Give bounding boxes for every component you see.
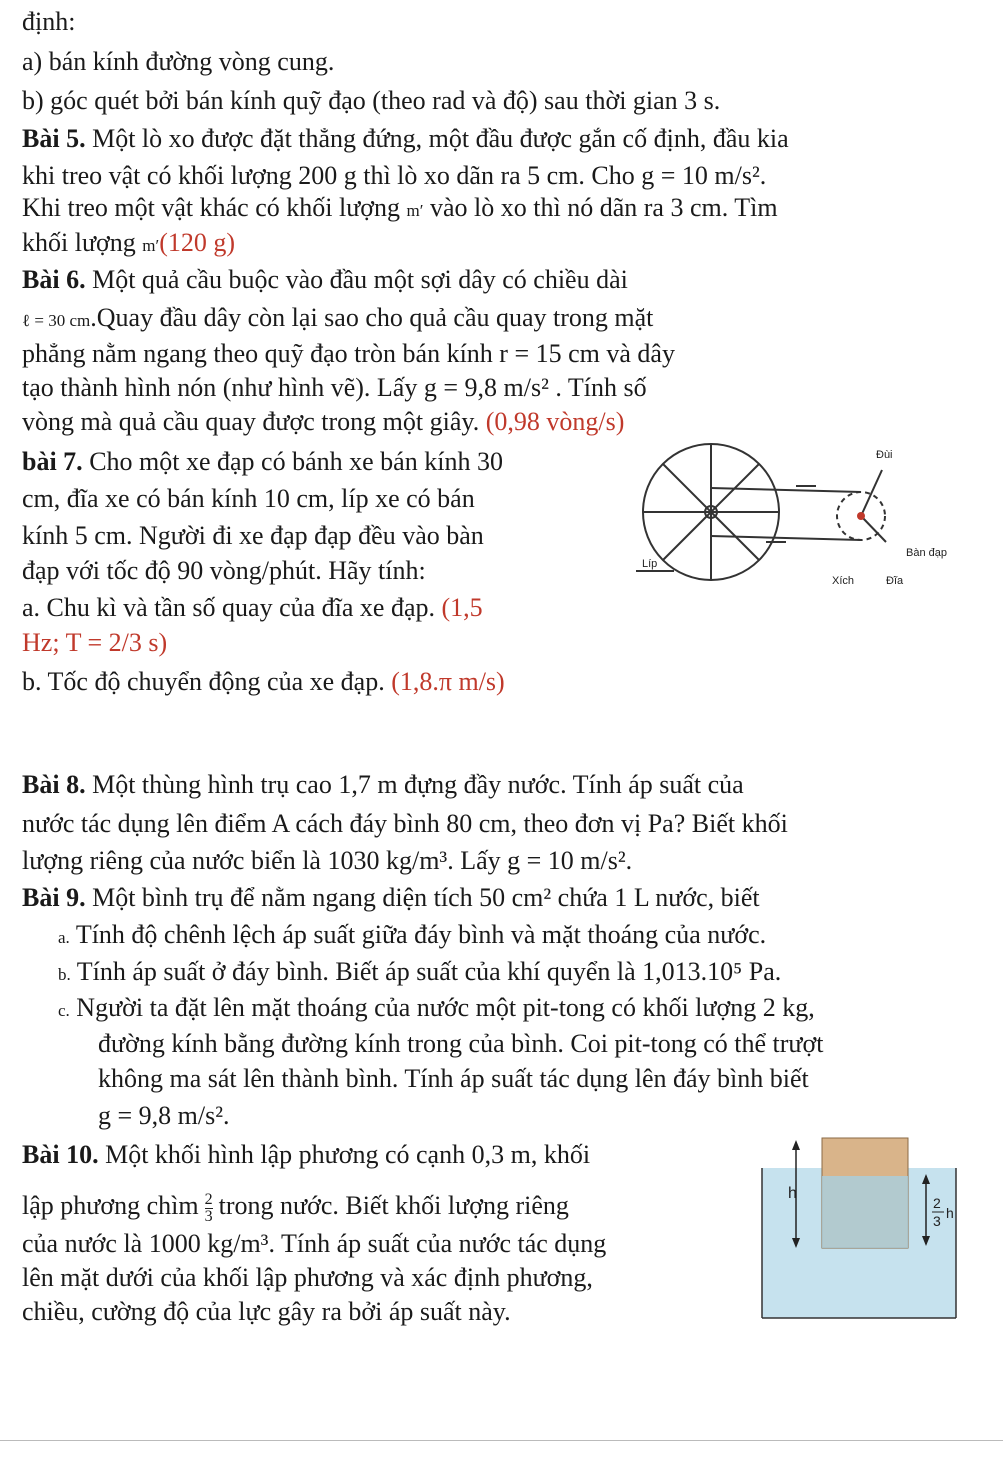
text-span: a. Chu kì và tần số quay của đĩa xe đạp.	[22, 593, 442, 622]
text-line: chiều, cường độ của lực gây ra bởi áp suất này.	[22, 1297, 511, 1326]
text-span: Người ta đặt lên mặt thoáng của nước một pit-tong có khối lượng 2 kg,	[69, 993, 815, 1022]
text-line: phẳng nằm ngang theo quỹ đạo tròn bán kính r = 15 cm và dây	[22, 339, 675, 368]
fraction	[205, 1192, 213, 1225]
item-marker: b.	[58, 965, 71, 984]
text-span: Tính áp suất ở đáy bình. Biết áp suất của khí quyển là 1,013.10⁵ Pa.	[70, 957, 782, 986]
text-line: b) góc quét bởi bán kính quỹ đạo (theo rad và độ) sau thời gian 3 s.	[22, 86, 721, 115]
text-line	[58, 919, 766, 954]
text-span: Một thùng hình trụ cao 1,7 m đựng đầy nước. Tính áp suất của	[85, 770, 744, 799]
text-line: kính 5 cm. Người đi xe đạp đạp đều vào bàn	[22, 521, 484, 550]
label-h2: h	[946, 1205, 954, 1221]
submerged-part	[822, 1176, 908, 1248]
text-line	[22, 406, 624, 438]
mass-symbol: m′	[406, 201, 424, 220]
bai-10-line	[22, 1139, 590, 1171]
cube-in-water-diagram	[750, 1132, 970, 1322]
answer-text: (1,8.π m/s)	[391, 667, 505, 696]
pedal-arm	[861, 470, 882, 516]
fraction-numerator: 2	[204, 1190, 213, 1208]
mass-symbol: m′	[142, 236, 160, 255]
label-frac-den: 3	[933, 1213, 941, 1229]
text-span: vòng mà quả cầu quay được trong một giây.	[22, 407, 486, 436]
bicycle-diagram	[636, 440, 966, 600]
text-line	[22, 1190, 569, 1225]
text-span: Một khối hình lập phương có cạnh 0,3 m, khối	[98, 1140, 591, 1169]
text-span: b. Tốc độ chuyển động của xe đạp.	[22, 667, 392, 696]
fraction-denominator: 3	[204, 1207, 213, 1225]
bai-6-line	[22, 264, 628, 296]
text-line	[22, 592, 483, 624]
bai-8-heading: Bài 8.	[22, 770, 86, 799]
label-frac-num: 2	[933, 1195, 941, 1211]
bai-9-line	[22, 882, 760, 914]
text-line	[58, 992, 815, 1027]
text-span: trong nước. Biết khối lượng riêng	[218, 1191, 569, 1220]
text-span: vào lò xo thì nó dãn ra 3 cm. Tìm	[423, 193, 778, 222]
text-span: .Quay đầu dây còn lại sao cho quả cầu quay trong mặt	[90, 303, 654, 332]
label-dui: Đùi	[876, 449, 893, 461]
bai-7-line	[22, 446, 503, 478]
bai-7-heading: bài 7.	[22, 447, 83, 476]
text-line	[58, 956, 781, 991]
text-line: tạo thành hình nón (như hình vẽ). Lấy g = 9,8 m/s² . Tính số	[22, 373, 647, 402]
item-marker: a.	[58, 928, 70, 947]
text-line: nước tác dụng lên điểm A cách đáy bình 80 cm, theo đơn vị Pa? Biết khối	[22, 809, 788, 838]
text-line	[22, 192, 778, 227]
text-line	[22, 627, 167, 659]
text-span: Cho một xe đạp có bánh xe bán kính 30	[82, 447, 503, 476]
text-line: cm, đĩa xe có bán kính 10 cm, líp xe có bán	[22, 484, 475, 513]
bai-8-line	[22, 769, 744, 801]
answer-text: (0,98 vòng/s)	[485, 407, 625, 436]
text-span: Một lò xo được đặt thẳng đứng, một đầu được gắn cố định, đầu kia	[85, 124, 789, 153]
bai-5-line	[22, 123, 789, 155]
text-line	[22, 227, 235, 262]
answer-text: (120 g)	[159, 228, 236, 257]
text-line	[22, 666, 505, 698]
answer-text: (1,5	[441, 593, 483, 622]
text-line: lượng riêng của nước biển là 1030 kg/m³. Lấy g = 10 m/s².	[22, 846, 633, 875]
text-span: Một quả cầu buộc vào đầu một sợi dây có chiều dài	[85, 265, 628, 294]
answer-text: Hz; T = 2/3 s)	[22, 628, 168, 657]
text-span: Tính độ chênh lệch áp suất giữa đáy bình và mặt thoáng của nước.	[69, 920, 767, 949]
divider	[0, 1440, 1003, 1441]
text-line: của nước là 1000 kg/m³. Tính áp suất của nước tác dụng	[22, 1229, 607, 1258]
label-dia: Đĩa	[886, 575, 904, 587]
bai-9-heading: Bài 9.	[22, 883, 86, 912]
bai-10-heading: Bài 10.	[22, 1140, 99, 1169]
text-line: đạp với tốc độ 90 vòng/phút. Hãy tính:	[22, 556, 426, 585]
text-line: g = 9,8 m/s².	[98, 1101, 230, 1130]
text-span: lập phương chìm	[22, 1191, 199, 1220]
text-line: a) bán kính đường vòng cung.	[22, 47, 335, 76]
text-span: khối lượng	[22, 228, 143, 257]
text-span: Khi treo một vật khác có khối lượng	[22, 193, 407, 222]
chain-bottom	[711, 536, 861, 540]
text-line: định:	[22, 7, 76, 36]
label-ban-dap: Bàn đạp	[906, 547, 947, 559]
text-line	[22, 302, 653, 337]
label-lip: Líp	[642, 558, 658, 570]
text-line: lên mặt dưới của khối lập phương và xác định phương,	[22, 1263, 593, 1292]
bai-5-heading: Bài 5.	[22, 124, 86, 153]
text-line: đường kính bằng đường kính trong của bình. Coi pit-tong có thể trượt	[98, 1029, 824, 1058]
bai-6-heading: Bài 6.	[22, 265, 86, 294]
text-line: không ma sát lên thành bình. Tính áp suất tác dụng lên đáy bình biết	[98, 1064, 809, 1093]
chainring-axle	[857, 512, 865, 520]
text-line: khi treo vật có khối lượng 200 g thì lò xo dãn ra 5 cm. Cho g = 10 m/s².	[22, 161, 767, 190]
item-marker: c.	[58, 1001, 70, 1020]
length-expression: ℓ = 30 cm	[22, 311, 91, 330]
text-span: Một bình trụ để nằm ngang diện tích 50 cm² chứa 1 L nước, biết	[85, 883, 760, 912]
label-xich: Xích	[832, 575, 855, 587]
label-h: h	[788, 1185, 797, 1202]
